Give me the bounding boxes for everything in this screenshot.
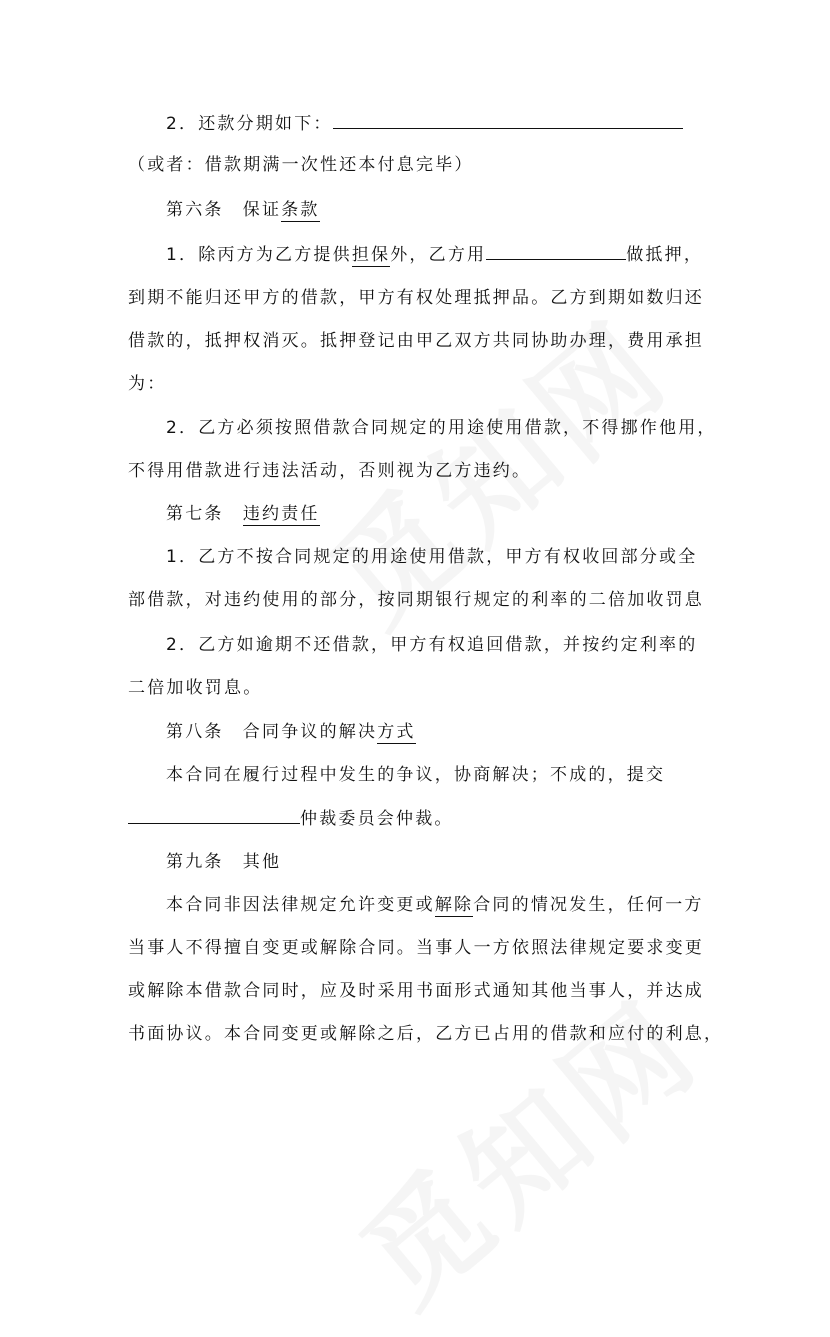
text: 第七条 — [166, 504, 243, 524]
fill-blank — [333, 112, 683, 129]
text: 本合同非因法律规定允许变更或 — [166, 895, 435, 915]
article-8-heading — [166, 721, 706, 743]
fill-blank — [128, 807, 300, 824]
paragraph-line: 1．乙方不按合同规定的用途使用借款，甲方有权收回部分或全 — [166, 547, 698, 567]
paragraph-line: 或解除本借款合同时，应及时采用书面形式通知其他当事人，并达成 — [128, 981, 704, 1001]
text: 第六条 保证 — [166, 200, 282, 220]
paragraph-line — [166, 243, 706, 266]
article-7-heading — [166, 503, 706, 525]
underlined-text: 解除 — [434, 895, 474, 915]
text: 仲裁委员会仲裁。 — [300, 809, 454, 829]
underlined-text: 方式 — [377, 722, 416, 742]
article-9-heading: 第九条 其他 — [166, 852, 282, 872]
paragraph-line: 为： — [128, 374, 167, 394]
paragraph-line: 不得用借款进行违法活动，否则视为乙方违约。 — [128, 461, 532, 481]
underlined-text: 担保 — [351, 245, 391, 265]
text: 合同的情况发生，任何一方 — [473, 895, 704, 915]
paragraph-line: 到期不能归还甲方的借款，甲方有权处理抵押品。乙方到期如数归还 — [128, 288, 704, 308]
text: 外，乙方用 — [390, 245, 487, 265]
text: 做抵押， — [626, 245, 704, 265]
paragraph-line: （或者：借款期满一次性还本付息完毕） — [128, 155, 474, 175]
paragraph-line: 二倍加收罚息。 — [128, 678, 263, 698]
paragraph-line: 书面协议。本合同变更或解除之后，乙方已占用的借款和应付的利息， — [128, 1024, 724, 1044]
underlined-text: 条款 — [281, 200, 320, 220]
paragraph-line: 2．乙方必须按照借款合同规定的用途使用借款，不得挪作他用， — [166, 418, 717, 438]
text: 2．还款分期如下： — [166, 114, 333, 134]
fill-blank — [486, 243, 626, 260]
paragraph-line: 借款的，抵押权消灭。抵押登记由甲乙双方共同协助办理，费用承担 — [128, 331, 704, 351]
underlined-text: 违约责任 — [242, 504, 320, 524]
repayment-installments-line — [166, 112, 706, 135]
paragraph-line: 当事人不得擅自变更或解除合同。当事人一方依照法律规定要求变更 — [128, 938, 704, 958]
arbitration-line — [128, 807, 708, 830]
paragraph-line — [166, 894, 706, 916]
text: 第八条 合同争议的解决 — [166, 722, 378, 742]
text: 1．除丙方为乙方提供 — [166, 245, 352, 265]
paragraph-line: 本合同在履行过程中发生的争议，协商解决；不成的，提交 — [166, 765, 666, 785]
paragraph-line: 部借款，对违约使用的部分，按同期银行规定的利率的二倍加收罚息 — [128, 590, 704, 610]
article-6-heading — [166, 199, 706, 221]
watermark — [320, 955, 729, 1337]
paragraph-line: 2．乙方如逾期不还借款，甲方有权追回借款，并按约定利率的 — [166, 635, 698, 655]
